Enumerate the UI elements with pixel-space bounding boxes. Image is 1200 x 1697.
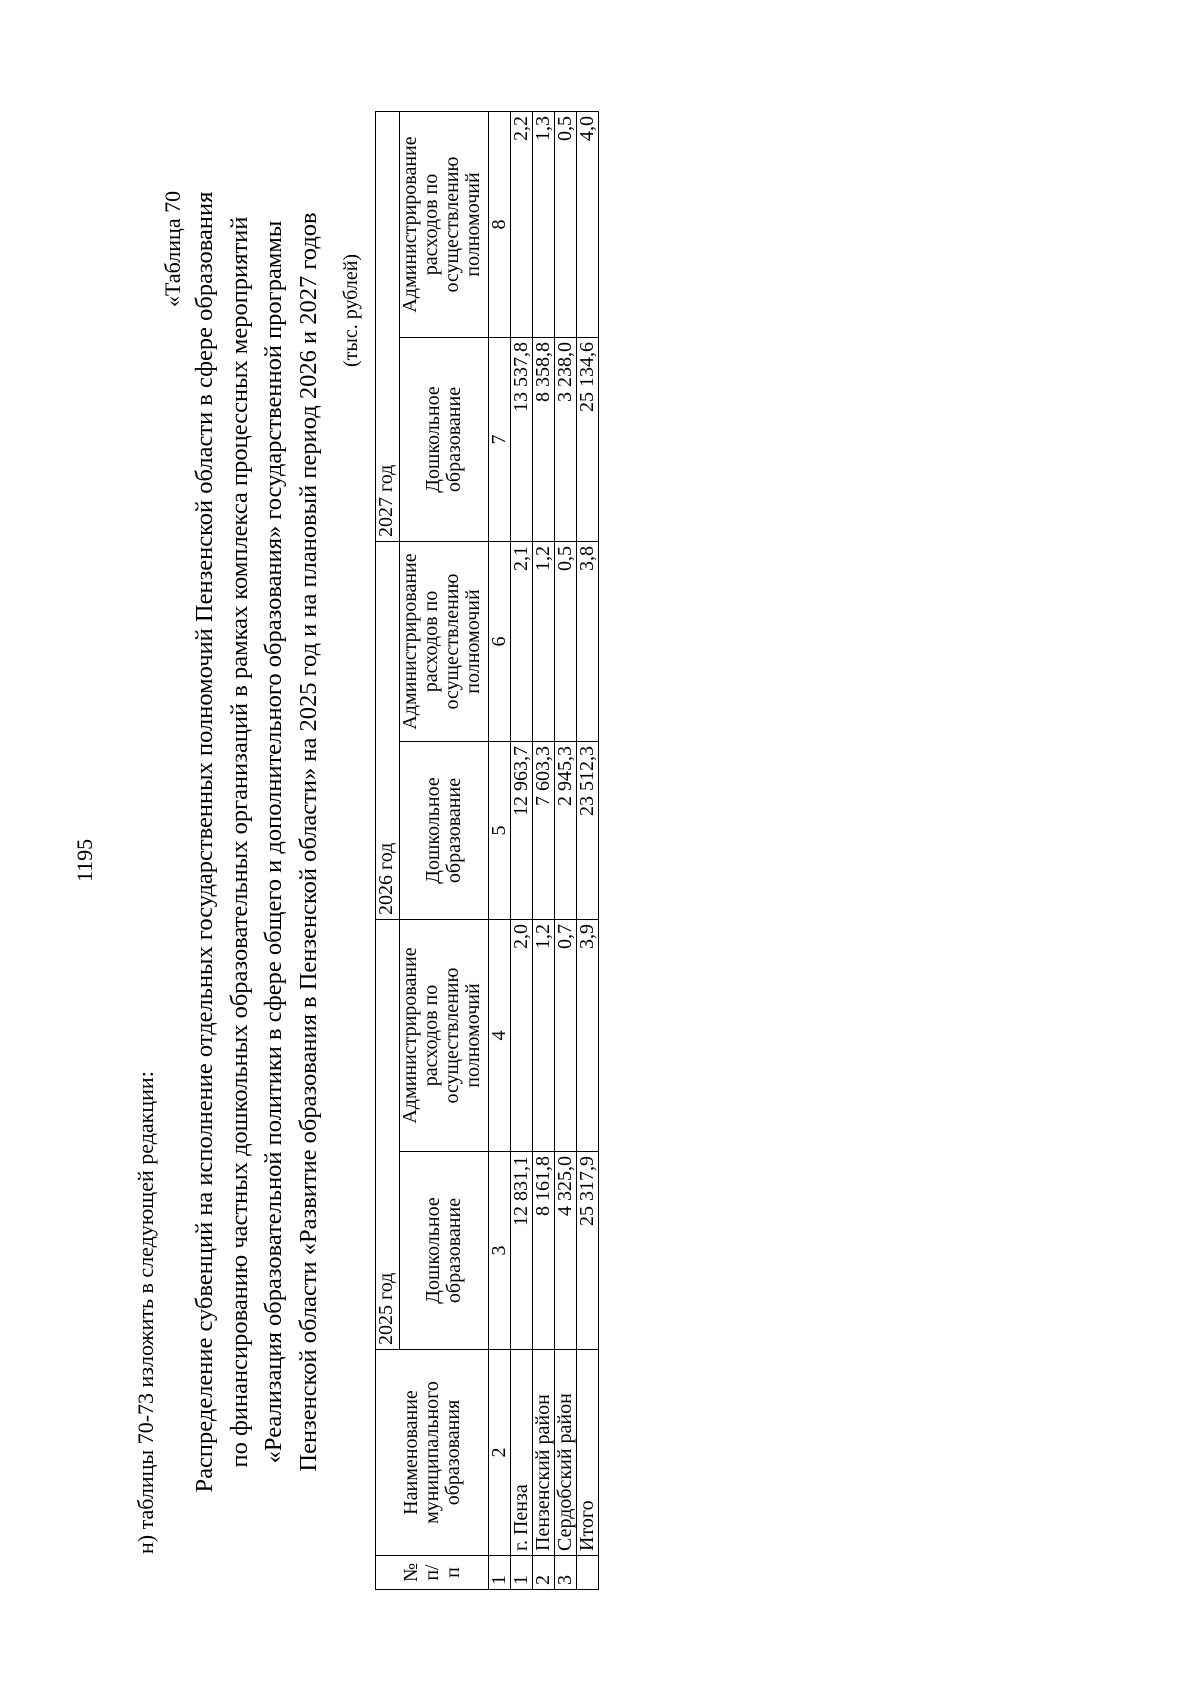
cell-value: 0,7 [555,920,577,1152]
col-num-8: 8 [489,112,511,338]
header-admin-2027: Администрирование расходов по осуществлению полномочий [400,112,489,338]
subvention-table [375,111,599,1590]
row-no: 1 [511,1556,533,1590]
header-no: № п/п [376,1556,489,1590]
page-number: 1195 [72,838,97,882]
intro-text: н) таблицы 70-73 изложить в следующей редакции: [133,1071,158,1554]
cell-value: 1,2 [533,920,555,1152]
table-row [533,112,555,1590]
cell-value: 8 161,8 [533,1152,555,1350]
cell-value: 1,3 [533,112,555,338]
header-preschool-2025: Дошкольное образование [400,1152,489,1350]
row-name: Сердобский район [555,1350,577,1556]
header-row-years [376,112,400,1590]
table-reference: «Таблица 70 [160,190,185,307]
header-name: Наименование муниципального образования [376,1350,489,1556]
header-preschool-2026: Дошкольное образование [400,742,489,920]
cell-value: 8 358,8 [533,338,555,542]
units-label: (тыс. рублей) [340,253,362,367]
table-row [511,112,533,1590]
cell-value: 1,2 [533,542,555,742]
column-number-row [489,112,511,1590]
cell-value: 3 238,0 [555,338,577,542]
cell-value: 3,9 [577,920,599,1152]
cell-value: 7 603,3 [533,742,555,920]
col-num-1: 1 [489,1556,511,1590]
header-year-2027: 2027 год [376,112,400,542]
cell-value: 0,5 [555,542,577,742]
row-no: 2 [533,1556,555,1590]
col-num-2: 2 [489,1350,511,1556]
cell-value: 23 512,3 [577,742,599,920]
table-row [555,112,577,1590]
row-no [577,1556,599,1590]
cell-value: 2,1 [511,542,533,742]
col-num-7: 7 [489,338,511,542]
row-name: г. Пенза [511,1350,533,1556]
row-no: 3 [555,1556,577,1590]
header-year-2025: 2025 год [376,920,400,1350]
cell-value: 25 134,6 [577,338,599,542]
header-admin-2026: Администрирование расходов по осуществлению полномочий [400,542,489,742]
header-year-2026: 2026 год [376,542,400,920]
col-num-4: 4 [489,920,511,1152]
cell-value: 2,2 [511,112,533,338]
cell-value: 12 963,7 [511,742,533,920]
cell-value: 13 537,8 [511,338,533,542]
cell-value: 3,8 [577,542,599,742]
col-num-6: 6 [489,542,511,742]
cell-value: 4,0 [577,112,599,338]
cell-value: 25 317,9 [577,1152,599,1350]
col-num-5: 5 [489,742,511,920]
table-title: Распределение субвенций на исполнение отдельных государственных полномочий Пензенской области в сфере образования по финансированию частных дошкольных образовательных организаций в рамках комплекса процессных мероприятий «Реализация образовательной политики в сфере общего и дополнительного образования» государственной программы Пензенской области «Развитие образования в Пензенской области» на 2025 год и на плановый период 2026 и 2027 годов [191,191,322,1493]
cell-value: 12 831,1 [511,1152,533,1350]
cell-value: 2,0 [511,920,533,1152]
header-admin-2025: Администрирование расходов по осуществлению полномочий [400,920,489,1152]
row-name: Итого [577,1350,599,1556]
row-name: Пензенский район [533,1350,555,1556]
cell-value: 0,5 [555,112,577,338]
header-preschool-2027: Дошкольное образование [400,338,489,542]
cell-value: 2 945,3 [555,742,577,920]
col-num-3: 3 [489,1152,511,1350]
table-row-total [577,112,599,1590]
cell-value: 4 325,0 [555,1152,577,1350]
